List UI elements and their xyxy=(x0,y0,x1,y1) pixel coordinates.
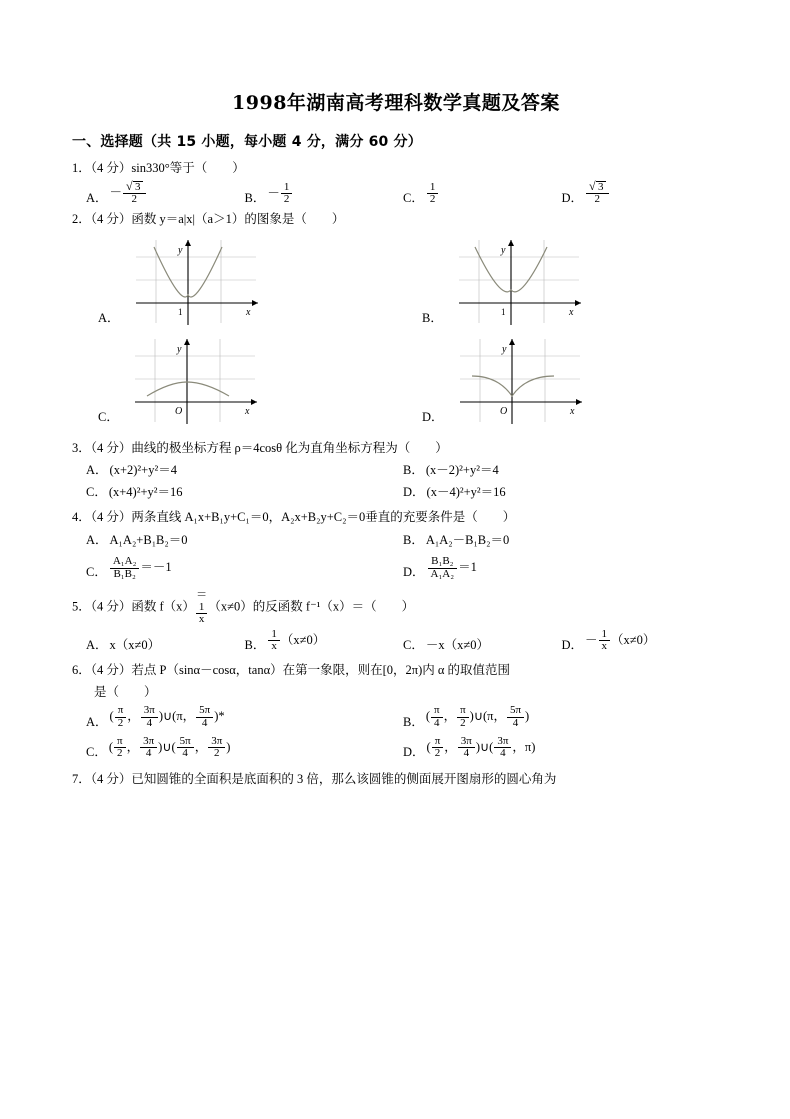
graph-d-exponential-cusp xyxy=(450,334,590,429)
svg-text:1: 1 xyxy=(177,306,183,317)
question-1-stem: 1．（4 分）sin330°等于（ ） xyxy=(72,161,245,175)
question-3-options-row2 xyxy=(72,482,720,500)
option-c: C． ( $\frac{\pi}{2}$ ， $\frac{3\pi}{4}$ )∪( $\frac{5\pi}{4}$ ， $\frac{3\pi}{2}$ ) xyxy=(86,734,231,760)
option-d: D． $\frac{\text{B₁B₂}}{\text{A₁A₂}}$ ＝1 xyxy=(403,555,477,580)
option-d: D． ( $\frac{\pi}{2}$ ， $\frac{3\pi}{4}$ )∪( $\frac{3\pi}{4}$ ，π) xyxy=(403,734,536,760)
option-b: B． － $\frac{1}{2}$ xyxy=(245,181,404,206)
option-b: B． $\frac{1}{x}$ （x≠0） xyxy=(244,627,326,653)
option-d-value: － $\frac{1}{x}$ （x≠0） xyxy=(585,627,656,653)
graph-row-ab xyxy=(72,235,720,330)
svg-text:O: O xyxy=(174,405,183,417)
option-c: C． $\frac{1}{2}$ xyxy=(403,181,562,206)
question-6-stem-line2: 是（ ） xyxy=(94,684,157,699)
option-c-value: (x+4)²+y²＝16 xyxy=(108,485,183,500)
option-c-value: ( $\frac{\pi}{2}$ ， $\frac{3\pi}{4}$ )∪( $\frac{5\pi}{4}$ ， $\frac{3\pi}{2}$ ) xyxy=(108,734,231,760)
graph-a-exponential-up xyxy=(126,235,266,330)
question-6-stem: 6．（4 分）若点 P（sinα－cosα，tanα）在第一象限，则在[0，2π)内 α 的取值范围 xyxy=(72,662,511,677)
graph-c-exponential-down xyxy=(125,334,265,429)
option-b-value: ( $\frac{\pi}{4}$ ， $\frac{\pi}{2}$ )∪(π， $\frac{5\pi}{4}$ ) xyxy=(425,704,530,729)
option-b: B． A₁A₂－B₁B₂＝0 xyxy=(403,530,720,548)
option-a: A． A₁A₂+B₁B₂＝0 xyxy=(86,530,403,548)
question-4-options-row1 xyxy=(72,530,720,548)
svg-text:y: y xyxy=(177,244,182,256)
option-d: D． － $\frac{1}{x}$ （x≠0） xyxy=(561,627,656,653)
option-c-value: $\frac{\text{A₁A₂}}{\text{B₁B₂}}$ ＝－1 xyxy=(109,556,172,580)
option-d-value: √ $\frac{3}{2}$ xyxy=(585,181,610,206)
question-1-options xyxy=(72,181,720,206)
svg-text:y: y xyxy=(500,244,506,256)
question-7-stem: 7．（4 分）已知圆锥的全面积是底面积的 3 倍，那么该圆锥的侧面展开图扇形的圆心角为 xyxy=(72,771,557,786)
question-6-options-row2 xyxy=(72,736,720,760)
document-content xyxy=(72,88,720,791)
option-a: A． (x+2)²+y²＝4 xyxy=(86,460,403,478)
question-6-options-row1 xyxy=(72,705,720,729)
svg-text:O: O xyxy=(499,405,507,417)
option-c-value: $\frac{1}{2}$ xyxy=(426,182,440,206)
option-a-value: － √ $\frac{3}{2}$ xyxy=(110,181,147,206)
question-3-options-row1 xyxy=(72,460,720,478)
graph-option-c: C． y x O xyxy=(72,334,396,429)
option-a-value: A₁A₂+B₁B₂＝0 xyxy=(109,533,188,548)
option-b-value: $\frac{1}{x}$ （x≠0） xyxy=(267,629,325,653)
option-d-value: $\frac{\text{B₁B₂}}{\text{A₁A₂}}$ ＝1 xyxy=(427,556,477,580)
option-b-value: (x－2)²+y²＝4 xyxy=(425,463,499,478)
option-d: D． (x－4)²+y²＝16 xyxy=(403,482,720,500)
question-4-stem: 4．（4 分）两条直线 A₁x+B₁y+C₁＝0，A₂x+B₂y+C₂＝0垂直的充要条件是（ ） xyxy=(72,510,516,525)
option-a: A． ( $\frac{\pi}{2}$ ， $\frac{3\pi}{4}$ )∪(π， $\frac{5\pi}{4}$ )* xyxy=(86,704,225,729)
option-b-value: A₁A₂－B₁B₂＝0 xyxy=(425,533,510,548)
svg-text:y: y xyxy=(501,343,506,355)
option-c-value: －x（x≠0） xyxy=(425,637,489,652)
question-2-stem: 2．（4 分）函数 y＝a|x|（a＞1）的图象是（ ） xyxy=(72,211,345,226)
option-a-value: (x+2)²+y²＝4 xyxy=(109,463,177,478)
option-a-value: ( $\frac{\pi}{2}$ ， $\frac{3\pi}{4}$ )∪(π， $\frac{5\pi}{4}$ )* xyxy=(109,704,225,729)
svg-text:1: 1 xyxy=(500,306,506,317)
option-c: C． $\frac{\text{A₁A₂}}{\text{B₁B₂}}$ ＝－1 xyxy=(86,555,172,580)
svg-text:x: x xyxy=(569,405,574,417)
question-4-options-row2 xyxy=(72,556,720,580)
question-3-stem: 3．（4 分）曲线的极坐标方程 ρ＝4cosθ 化为直角坐标方程为（ ） xyxy=(72,440,448,455)
question-5-stem xyxy=(72,590,720,626)
option-a: A． x（x≠0） xyxy=(86,629,245,653)
option-b: B． ( $\frac{\pi}{4}$ ， $\frac{\pi}{2}$ )∪(π， $\frac{5\pi}{4}$ ) xyxy=(403,704,530,729)
option-d: D． √ $\frac{3}{2}$ xyxy=(562,181,721,206)
option-d-value: (x－4)²+y²＝16 xyxy=(426,485,506,500)
option-c: C． (x+4)²+y²＝16 xyxy=(86,482,403,500)
option-b: B． (x－2)²+y²＝4 xyxy=(403,460,720,478)
question-5-stem-post: （x≠0）的反函数 f⁻¹（x）＝（ ） xyxy=(208,599,415,614)
option-b-value: － $\frac{1}{2}$ xyxy=(267,182,293,206)
option-d-value: ( $\frac{\pi}{2}$ ， $\frac{3\pi}{4}$ )∪( $\frac{3\pi}{4}$ ，π) xyxy=(426,734,536,760)
svg-text:x: x xyxy=(568,306,574,318)
svg-text:x: x xyxy=(245,306,250,318)
page-title: 1998年湖南高考理科数学真题及答案 xyxy=(232,92,560,114)
graph-option-a: A． y x 1 xyxy=(72,235,396,330)
graph-row-cd xyxy=(72,334,720,429)
option-a: A． － √ $\frac{3}{2}$ xyxy=(86,181,245,206)
question-2-graphs xyxy=(72,235,720,429)
graph-b-exponential-up-wide xyxy=(449,235,589,330)
question-5-stem-pre: 5．（4 分）函数 f（x） xyxy=(72,599,195,614)
option-c: C． －x（x≠0） xyxy=(403,629,562,653)
svg-text:y: y xyxy=(176,343,182,355)
question-5-options xyxy=(72,629,720,653)
svg-text:x: x xyxy=(244,405,250,417)
question-5-fraction: ＝ 1 x xyxy=(196,589,208,626)
option-a-value: x（x≠0） xyxy=(109,637,161,652)
section-heading: 一、选择题（共 15 小题，每小题 4 分，满分 60 分） xyxy=(72,134,422,150)
graph-option-d: D． y x O xyxy=(396,334,720,429)
graph-option-b: B． y x 1 xyxy=(396,235,720,330)
